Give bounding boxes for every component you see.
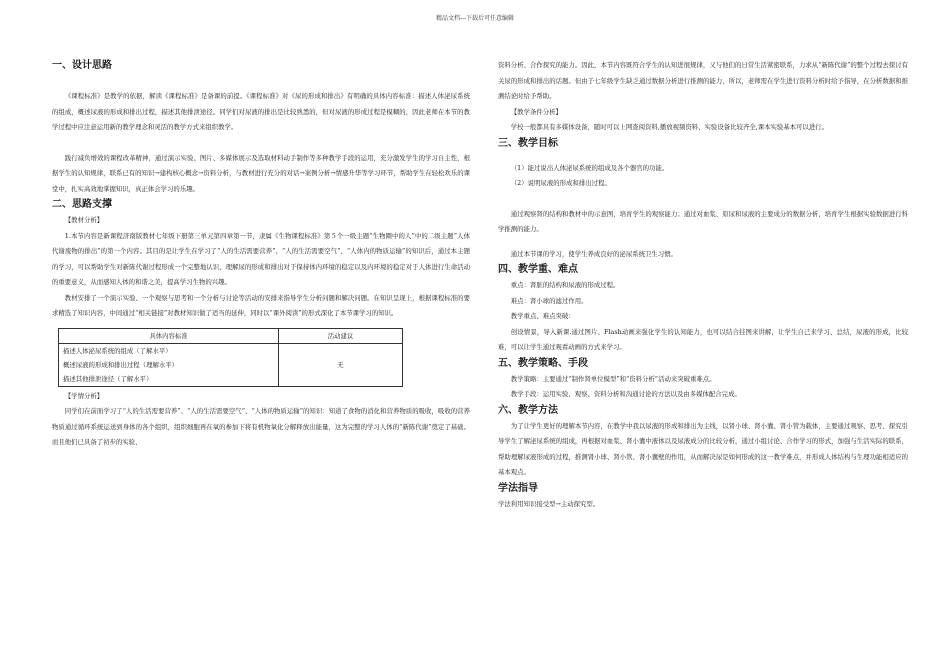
list-line: 教学重点、难点突破： [510, 312, 575, 320]
subheading-learner: 【学情分析】 [64, 391, 104, 400]
table-line: 描述其他排泄途径（了解水平） [63, 374, 153, 383]
paragraph: 《课程标准》是教学的依据，解读《课程标准》是备课的前提。《课程标准》对《尿的形成和排出》有明确的具体内容标准：描述人体泌尿系统的组成，概述尿液的形成和排出过程，描述其他排泄途径。同学们对尿液的排出是比较熟悉的，但对尿液的形成过程是模糊的，因此老师在本节的教学过程中应注意运用新的教学理念和灵活的教学方式来组织教学。 [52, 92, 470, 131]
list-line: 重点：肾脏的结构和尿液的形成过程。 [510, 281, 620, 289]
paragraph-continued: 资料分析、合作探究的能力。因此，本节内容既符合学生的认知进展规律，又与他们的日常生活紧密联系，力求从“新陈代谢”的整个过程去探讨有关尿的形成和排出的话题。但由于七年级学生缺乏通过数据分析进行推测的能力，所以，老师需在学生进行资料分析时给予指导，在分析数据和推测结论时给予帮助。 [498, 61, 908, 100]
subheading-conditions: 【教学条件分析】 [510, 107, 562, 116]
paragraph: 通过观察肾的结构和教材中的示意图，培育学生的观察能力；通过对血浆、原尿和尿液的主要成分的数据分析，培育学生根据实验数据进行科学推测的能力。 [498, 209, 908, 233]
right-column [498, 58, 908, 512]
paragraph: 为了让学生更好的理解本节内容，在教学中我以尿液的形成和排出为主线，以肾小球、肾小囊、肾小管为载体，主要通过观察、思考、探究引导学生了解泌尿系统的组成，再根据对血浆、肾小囊中液体以及尿液成分的比较分析，通过小组讨论、合作学习的形式，加强与生活实际的联系，帮助理解尿液形成的过程，推测肾小球、肾小管、肾小囊壁的作用，从而解决尿是如何形成的这一教学难点，并形成人体结构与生理功能相适应的基本观点。 [498, 421, 908, 476]
subheading-textbook: 【教材分析】 [64, 216, 104, 224]
table-header: 活动建议 [279, 328, 403, 343]
section-title-keypoints: 四、教学重、难点 [498, 264, 578, 275]
section-title-design: 一、设计思路 [52, 60, 112, 71]
section-title-strategy: 五、教学策略、手段 [498, 357, 588, 369]
paragraph: 践行减负增效的课程改革精神，通过演示实验、图片、多媒体展示及选取材料动手制作等多种教学手段的运用，充分激发学生的学习自主性，根据学生的认知规律，联系已有的知识→建构核心概念→资料分析，与教材进行充分的对话→案例分析→情感升华等学习环节，帮助学生在轻松欢乐的课堂中，扎实高效地掌握知识，真正体会学习的乐趣。 [52, 153, 470, 193]
paragraph: 教材安排了一个演示实验、一个观察与思考和一个分析与讨论等活动的安排来指导学生分析问题和解决问题。在知识呈现上，根据课程标准的要求精选了知识内容，中间通过“相关链接”对教材知识做了适当的延伸，同时以“课外阅读”的形式深化了本节课学习的知识。 [52, 293, 470, 317]
list-line: 教学手段：运用实验、观察、资料分析和沟通讨论的方法以及由多媒体配合完成。 [510, 390, 741, 398]
table-line: 描述人体泌尿系统的组成（了解水平） [63, 346, 172, 355]
objective-item: （1）能过说出人体泌尿系统的组成及各个器官的功能。 [510, 163, 669, 172]
left-column [52, 58, 470, 451]
list-line: 教学策略：主要通过“制作肾单位模型”和“资料分析”活动来突破重难点。 [510, 374, 716, 383]
table-line: 概述尿液的形成和排出过程（理解水平） [63, 360, 179, 369]
paragraph: 通过本节课的学习，使学生养成良好的泌尿系统卫生习惯。 [510, 249, 677, 258]
list-line: 难点：肾小球的滤过作用。 [510, 296, 588, 305]
table-cell [59, 343, 279, 386]
list-line: 学法利用知识接受型→主动探究型。 [498, 499, 600, 508]
paragraph: 创设情景，导入新课.通过图片、Flash动画来强化学生的认知能力，也可以结合挂图来讲解，让学生自己来学习、总结，尿液的形成，比较难，可以让学生通过观看动画的方式来学习。 [498, 327, 908, 351]
section-title-method: 六、教学方法 [498, 404, 558, 416]
objective-item: （2）说明尿液的形成和排出过程。 [510, 179, 611, 187]
section-title-study-guide: 学法指导 [498, 482, 538, 494]
section-title-support: 二、思路支撑 [52, 199, 112, 210]
table-cell: 无 [279, 343, 403, 386]
standards-table [58, 328, 403, 387]
paragraph: 学校一般都具有多媒体设备，随时可以上网查阅资料,播放视频资料、实验设备比较齐全,课本实验基本可以进行。 [510, 123, 828, 131]
paragraph: 同学们在前面学习了“人的生活需要营养”、“人的生活需要空气”、“人体的物质运输”的知识：知道了食物的消化和营养物质的吸收，吸收的营养物质通过循环系统运送到身体的各个组织，组织细胞再在氧的参加下将有机物氧化分解释放出能量，这为完整的学习人体的“新陈代谢”奠定了基础。而且他们已具备了初步的实验、 [52, 407, 470, 446]
page-header: 精品文档---下载后可任意编辑 [435, 15, 515, 22]
section-title-objectives: 三、教学目标 [498, 137, 558, 149]
paragraph: 1.本节内容是新课程济南版教材七年级下册第三单元第四章第一节，隶属《生物课程标准》第５个一级主题“生物圈中的人”中的二级主题“人体代谢废物的排出”的第一个内容。其目的是让学生在学习了“人的生活需要营养”、“人的生活需要空气”、“人体内的物质运输”的知识后，通过本主题的学习，可以帮助学生对新陈代谢过程形成一个完整地认识，理解尿的形成和排出对于保持体内环境的稳定以及内环境的稳定对于人体进行生命活动的重要意义，从而感知人体的和谐之美，提高学习生物的兴趣。 [52, 231, 470, 286]
table-header: 具体内容标准 [59, 328, 279, 343]
